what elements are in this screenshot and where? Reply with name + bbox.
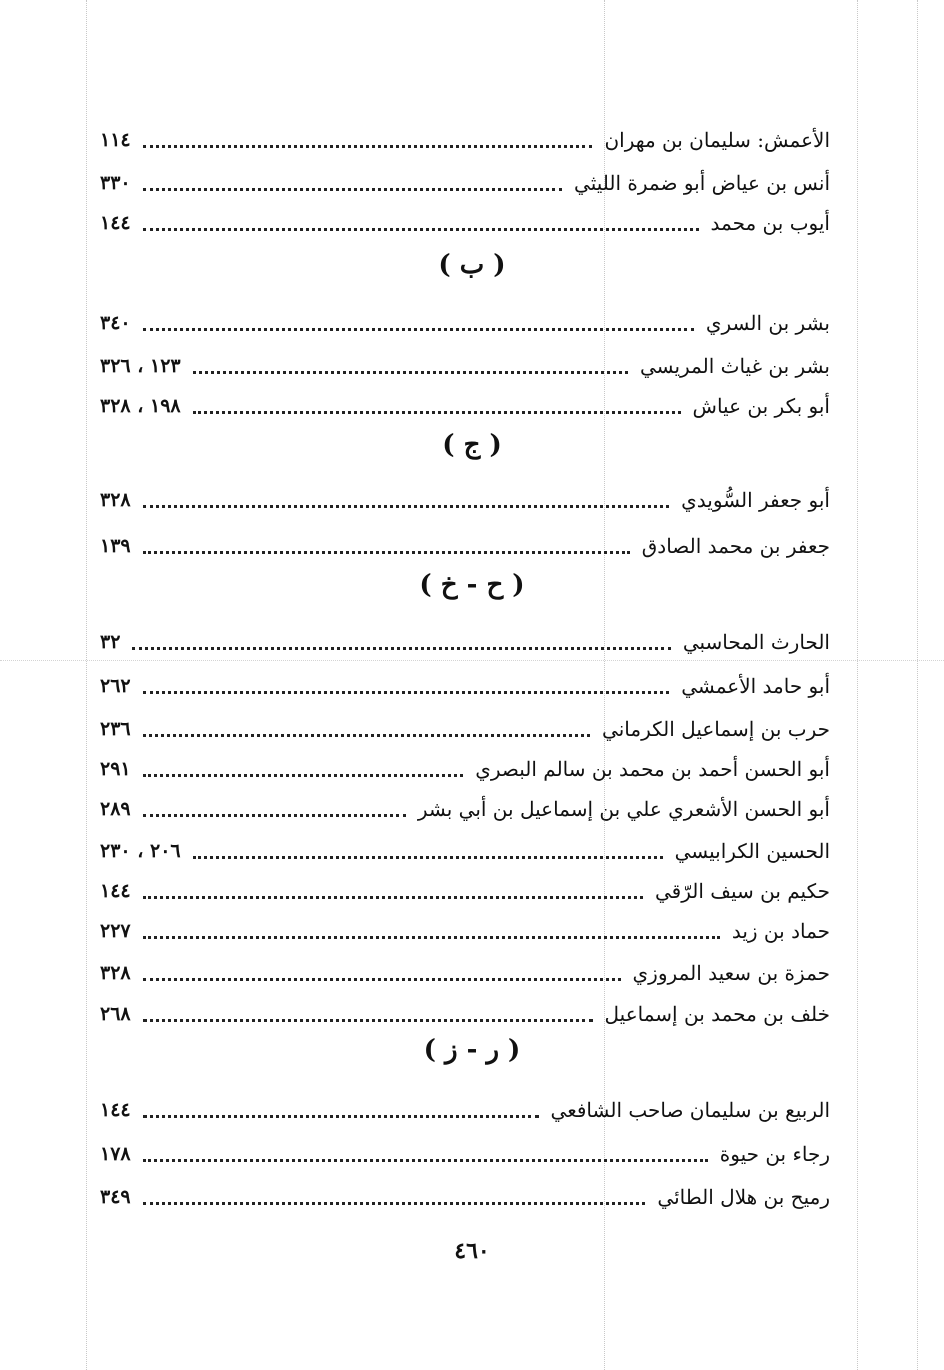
dot-leader <box>143 328 694 331</box>
entry-name: أبو بكر بن عياش <box>692 394 830 418</box>
entry-pages: ٣٢٨ <box>100 962 131 984</box>
page-number: ٤٦٠ <box>454 1238 490 1264</box>
entry-name: أنس بن عياض أبو ضمرة الليثي <box>574 171 830 195</box>
entry-pages: ١٧٨ <box>100 1143 131 1165</box>
dot-leader <box>143 505 669 508</box>
index-entry <box>100 792 830 826</box>
dot-leader <box>132 647 670 650</box>
entry-name: جعفر بن محمد الصادق <box>641 534 830 558</box>
entry-pages: ١٤٤ <box>100 212 131 234</box>
entry-pages: ٢٨٩ <box>100 798 131 820</box>
index-entry <box>100 997 830 1031</box>
dot-leader <box>143 814 406 817</box>
index-entry <box>100 914 830 948</box>
dot-leader <box>143 1159 708 1162</box>
entry-pages: ١٤٤ <box>100 880 131 902</box>
dot-leader <box>143 936 720 939</box>
dot-leader <box>143 145 593 148</box>
entry-pages: ٣٤٩ <box>100 1186 131 1208</box>
index-entry <box>100 529 830 563</box>
index-entry <box>100 206 830 240</box>
entry-pages: ٢٠٦ ، ٢٣٠ <box>100 840 181 862</box>
dot-leader <box>143 551 630 554</box>
index-entry <box>100 956 830 990</box>
index-entry <box>100 752 830 786</box>
entry-pages: ٢٢٧ <box>100 920 131 942</box>
index-entry <box>100 389 830 423</box>
section-heading: ( ب ) <box>438 250 506 280</box>
entry-name: خلف بن محمد بن إسماعيل <box>604 1002 830 1026</box>
index-entry <box>100 483 830 517</box>
entry-name: الربيع بن سليمان صاحب الشافعي <box>550 1098 830 1122</box>
entry-name: الحسين الكرابيسي <box>674 839 830 863</box>
dot-leader <box>193 856 663 859</box>
index-entry <box>100 123 830 157</box>
entry-name: بشر بن السري <box>705 311 830 335</box>
entry-pages: ٢٣٦ <box>100 718 131 740</box>
entry-name: أبو حامد الأعمشي <box>681 674 830 698</box>
entry-name: حرب بن إسماعيل الكرماني <box>602 717 830 741</box>
index-entry <box>100 1137 830 1171</box>
entry-name: أبو الحسن الأشعري علي بن إسماعيل بن أبي بشر <box>417 797 830 821</box>
entry-pages: ٢٦٢ <box>100 675 131 697</box>
entry-pages: ٢٦٨ <box>100 1003 131 1025</box>
entry-name: بشر بن غياث المريسي <box>639 354 830 378</box>
entry-name: أبو جعفر السُّويدي <box>681 488 830 512</box>
entry-name: حماد بن زيد <box>731 919 830 943</box>
dot-leader <box>143 734 590 737</box>
index-entry <box>100 349 830 383</box>
entry-name: رجاء بن حيوة <box>719 1142 830 1166</box>
entry-name: أبو الحسن أحمد بن محمد بن سالم البصري <box>475 757 830 781</box>
dot-leader <box>143 896 643 899</box>
index-entry <box>100 1180 830 1214</box>
index-entry <box>100 166 830 200</box>
entry-pages: ١١٤ <box>100 129 131 151</box>
entry-pages: ٣٢ <box>100 631 121 653</box>
entry-pages: ١٤٤ <box>100 1099 131 1121</box>
index-entry <box>100 669 830 703</box>
section-heading: ( ر - ز ) <box>423 1035 521 1065</box>
entry-pages: ١٣٩ <box>100 535 131 557</box>
dot-leader <box>143 1115 539 1118</box>
index-entry <box>100 625 830 659</box>
section-heading: ( ج ) <box>442 430 502 460</box>
index-entry <box>100 712 830 746</box>
index-entry <box>100 306 830 340</box>
dot-leader <box>143 774 464 777</box>
dot-leader <box>143 228 699 231</box>
dot-leader <box>143 691 670 694</box>
dot-leader <box>143 1202 646 1205</box>
index-entry <box>100 874 830 908</box>
entry-pages: ٣٢٨ <box>100 489 131 511</box>
dot-leader <box>143 188 562 191</box>
entry-pages: ٣٤٠ <box>100 312 131 334</box>
section-heading: ( ح - خ ) <box>419 570 525 600</box>
entry-pages: ٣٣٠ <box>100 172 131 194</box>
index-entry <box>100 834 830 868</box>
dot-leader <box>193 371 628 374</box>
dot-leader <box>143 1019 593 1022</box>
entry-pages: ١٢٣ ، ٣٢٦ <box>100 355 181 377</box>
entry-pages: ٢٩١ <box>100 758 131 780</box>
entry-name: الحارث المحاسبي <box>682 630 830 654</box>
dot-leader <box>143 978 621 981</box>
dot-leader <box>193 411 681 414</box>
entry-name: الأعمش: سليمان بن مهران <box>604 128 830 152</box>
entry-name: أيوب بن محمد <box>710 211 830 235</box>
entry-name: حكيم بن سيف الرّقي <box>654 879 830 903</box>
index-entry <box>100 1093 830 1127</box>
entry-pages: ١٩٨ ، ٣٢٨ <box>100 395 181 417</box>
entry-name: رميح بن هلال الطائي <box>657 1185 830 1209</box>
entry-name: حمزة بن سعيد المروزي <box>632 961 830 985</box>
